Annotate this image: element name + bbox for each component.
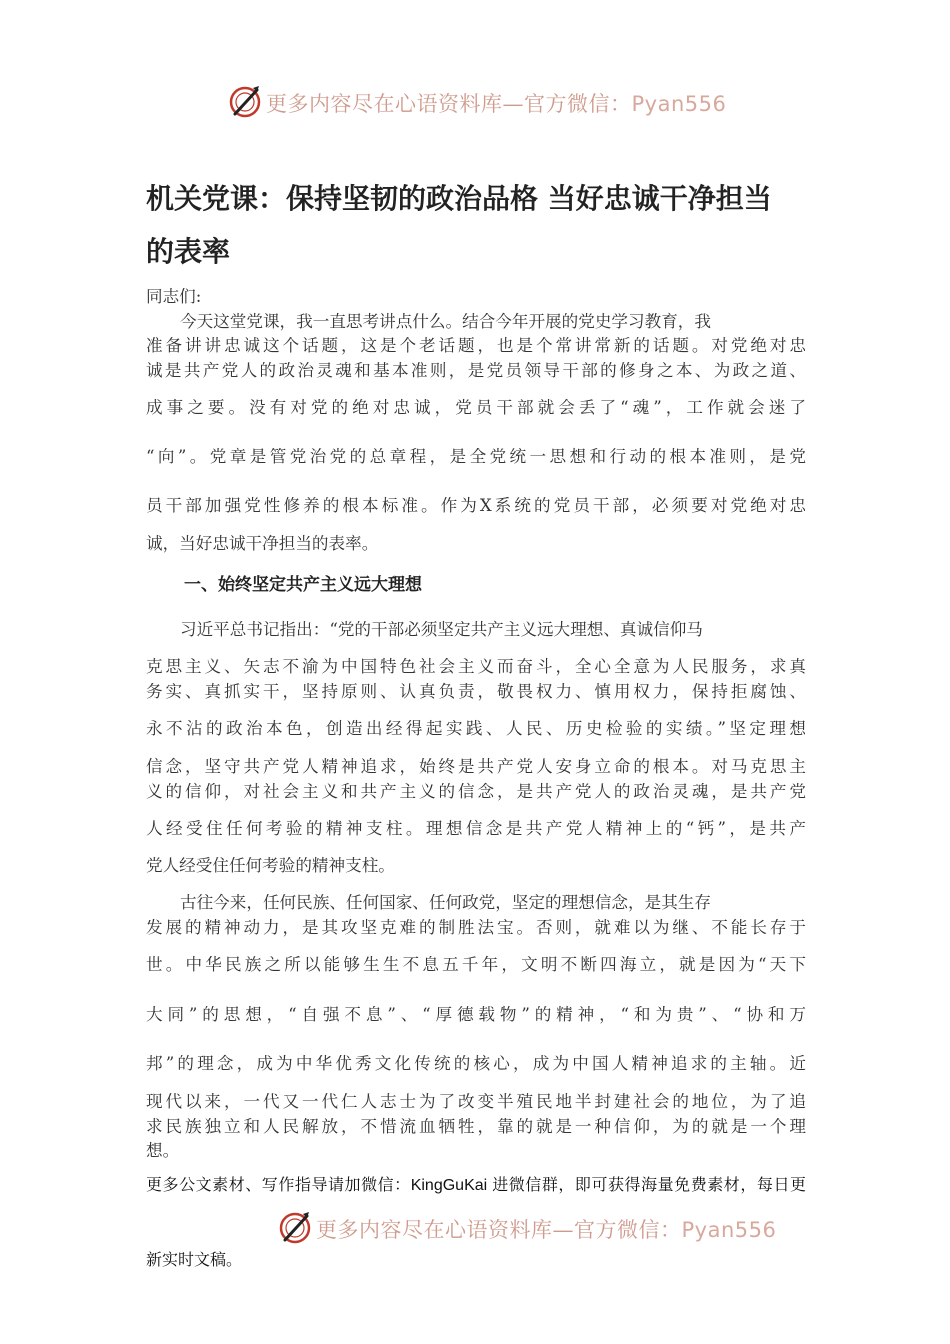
title-line-2: 的表率 xyxy=(146,235,231,268)
body-line: 古往今来，任何民族、任何国家、任何政党，坚定的理想信念，是其生存 xyxy=(180,893,711,912)
watermark-text: 更多内容尽在心语资料库—官方微信：Pyan556 xyxy=(266,92,727,116)
body-line: 世。中华民族之所以能够生生不息五千年，文明不断四海立，就是因为“天下 xyxy=(146,955,806,974)
body-line: 人经受住任何考验的精神支柱。理想信念是共产党人精神上的“钙”，是共产 xyxy=(146,819,806,838)
title-line-1: 机关党课：保持坚韧的政治品格 当好忠诚干净担当 xyxy=(146,182,772,215)
body-line: 习近平总书记指出：“党的干部必须坚定共产主义远大理想、真诚信仰马 xyxy=(180,620,703,639)
body-line: 想。 xyxy=(146,1141,180,1160)
logo-icon xyxy=(277,1210,313,1246)
body-line: 成事之要。没有对党的绝对忠诚，党员干部就会丢了“魂”，工作就会迷了 xyxy=(146,398,806,417)
watermark-text: 更多内容尽在心语资料库—官方微信：Pyan556 xyxy=(316,1218,777,1242)
body-line: “向”。党章是管党治党的总章程，是全党统一思想和行动的根本准则，是党 xyxy=(146,447,806,466)
watermark-banner-top xyxy=(0,82,950,122)
footer-promo-line-1: 更多公文素材、写作指导请加微信：KingGuKai 进微信群，即可获得海量免费素材，每日更 xyxy=(146,1177,806,1194)
salutation: 同志们: xyxy=(146,287,202,306)
body-line: 诚，当好忠诚干净担当的表率。 xyxy=(146,534,379,553)
body-line: 准备讲讲忠诚这个话题，这是个老话题，也是个常讲常新的话题。对党绝对忠 xyxy=(146,336,806,355)
section-heading: 一、始终坚定共产主义远大理想 xyxy=(184,575,422,595)
body-line: 诚是共产党人的政治灵魂和基本准则，是党员领导干部的修身之本、为政之道、 xyxy=(146,361,806,380)
body-line: 求民族独立和人民解放，不惜流血牺牲，靠的就是一种信仰，为的就是一个理 xyxy=(146,1117,806,1136)
body-line: 义的信仰，对社会主义和共产主义的信念，是共产党人的政治灵魂，是共产党 xyxy=(146,782,806,801)
body-line: 现代以来，一代又一代仁人志士为了改变半殖民地半封建社会的地位，为了追 xyxy=(146,1092,806,1111)
logo-icon xyxy=(227,84,263,120)
body-line: 发展的精神动力，是其攻坚克难的制胜法宝。否则，就难以为继、不能长存于 xyxy=(146,918,806,937)
footer-promo-line-2: 新实时文稿。 xyxy=(146,1252,243,1269)
body-line: 务实、真抓实干，坚持原则、认真负责，敬畏权力、慎用权力，保持拒腐蚀、 xyxy=(146,682,806,701)
body-line: 大同”的思想，“自强不息”、“厚德载物”的精神，“和为贵”、“协和万 xyxy=(146,1005,806,1024)
body-line: 信念，坚守共产党人精神追求，始终是共产党人安身立命的根本。对马克思主 xyxy=(146,757,806,776)
body-line: 员干部加强党性修养的根本标准。作为X系统的党员干部，必须要对党绝对忠 xyxy=(146,496,806,515)
body-line: 永不沾的政治本色，创造出经得起实践、人民、历史检验的实绩。”坚定理想 xyxy=(146,719,806,738)
body-line: 党人经受住任何考验的精神支柱。 xyxy=(146,856,395,875)
body-line: 今天这堂党课，我一直思考讲点什么。结合今年开展的党史学习教育，我 xyxy=(180,312,711,331)
body-line: 克思主义、矢志不渝为中国特色社会主义而奋斗，全心全意为人民服务，求真 xyxy=(146,657,806,676)
body-line: 邦”的理念，成为中华优秀文化传统的核心，成为中国人精神追求的主轴。近 xyxy=(146,1054,806,1073)
watermark-banner-bottom xyxy=(0,1208,950,1248)
page-title xyxy=(146,172,806,278)
